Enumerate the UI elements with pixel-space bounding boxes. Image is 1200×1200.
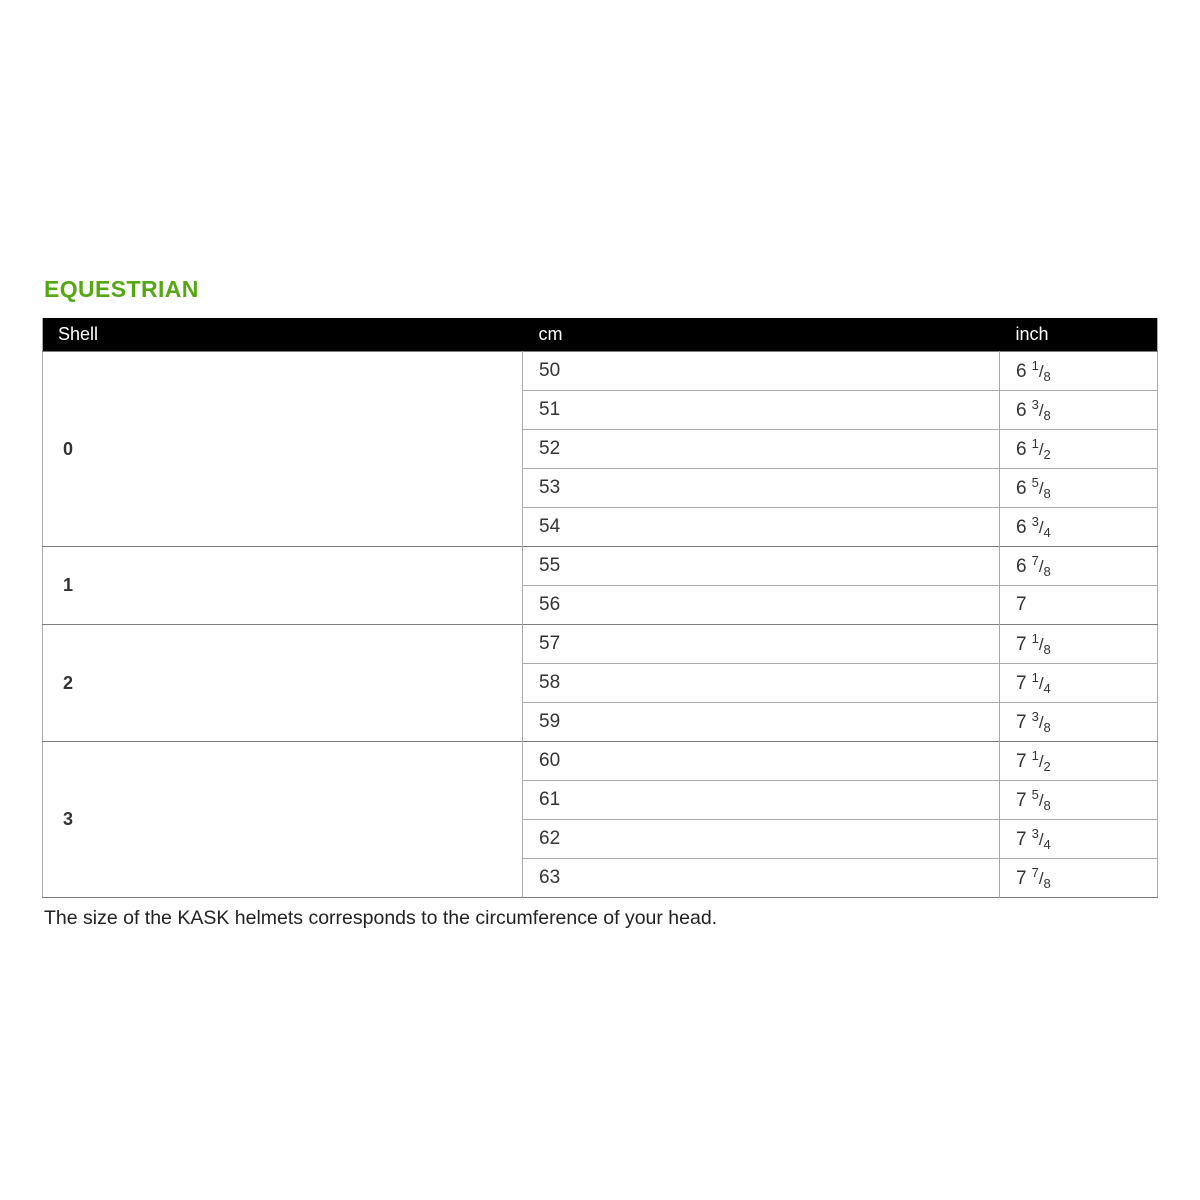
inch-cell: 7 $^1/_4$ [1000, 664, 1158, 703]
table-header-row [43, 318, 1158, 352]
inch-cell: 7 $^1/_8$ [1000, 625, 1158, 664]
inch-fraction: $^3/_4$ [1031, 514, 1051, 540]
inch-cell: 6 $^1/_8$ [1000, 352, 1158, 391]
column-header-shell: Shell [43, 318, 523, 352]
inch-fraction: $^3/_8$ [1031, 709, 1051, 735]
inch-fraction: $^3/_4$ [1031, 826, 1051, 852]
inch-cell: 7 [1000, 586, 1158, 625]
cm-cell: 61 [523, 781, 1000, 820]
table-row [43, 352, 1158, 391]
inch-cell: 7 $^1/_2$ [1000, 742, 1158, 781]
column-header-cm: cm [523, 318, 1000, 352]
cm-cell: 55 [523, 547, 1000, 586]
table-row [43, 742, 1158, 781]
inch-fraction: $^5/_8$ [1031, 475, 1051, 501]
cm-cell: 53 [523, 469, 1000, 508]
size-table [42, 318, 1158, 898]
inch-fraction: $^1/_8$ [1031, 631, 1051, 657]
inch-cell: 6 $^3/_4$ [1000, 508, 1158, 547]
cm-cell: 51 [523, 391, 1000, 430]
cm-cell: 50 [523, 352, 1000, 391]
sizing-section [42, 276, 1157, 930]
cm-cell: 54 [523, 508, 1000, 547]
shell-cell: 1 [43, 547, 523, 625]
cm-cell: 58 [523, 664, 1000, 703]
inch-cell: 6 $^3/_8$ [1000, 391, 1158, 430]
inch-cell: 7 $^7/_8$ [1000, 859, 1158, 898]
inch-fraction: $^1/_4$ [1031, 670, 1051, 696]
table-row [43, 625, 1158, 664]
inch-fraction: $^5/_8$ [1031, 787, 1051, 813]
inch-cell: 6 $^7/_8$ [1000, 547, 1158, 586]
cm-cell: 52 [523, 430, 1000, 469]
section-title: EQUESTRIAN [44, 276, 199, 302]
inch-cell: 6 $^1/_2$ [1000, 430, 1158, 469]
inch-fraction: $^7/_8$ [1031, 553, 1051, 579]
inch-cell: 6 $^5/_8$ [1000, 469, 1158, 508]
cm-cell: 62 [523, 820, 1000, 859]
shell-cell: 0 [43, 352, 523, 547]
cm-cell: 60 [523, 742, 1000, 781]
inch-cell: 7 $^3/_8$ [1000, 703, 1158, 742]
shell-cell: 3 [43, 742, 523, 898]
inch-fraction: $^1/_2$ [1031, 748, 1051, 774]
inch-cell: 7 $^5/_8$ [1000, 781, 1158, 820]
footer-note: The size of the KASK helmets corresponds to the circumference of your head. [44, 907, 718, 929]
inch-cell: 7 $^3/_4$ [1000, 820, 1158, 859]
inch-fraction: $^7/_8$ [1031, 865, 1051, 891]
cm-cell: 57 [523, 625, 1000, 664]
shell-cell: 2 [43, 625, 523, 742]
column-header-inch: inch [1000, 318, 1158, 352]
cm-cell: 63 [523, 859, 1000, 898]
inch-fraction: $^3/_8$ [1031, 397, 1051, 423]
inch-fraction: $^1/_8$ [1031, 358, 1051, 384]
cm-cell: 56 [523, 586, 1000, 625]
cm-cell: 59 [523, 703, 1000, 742]
inch-fraction: $^1/_2$ [1031, 436, 1051, 462]
table-row [43, 547, 1158, 586]
